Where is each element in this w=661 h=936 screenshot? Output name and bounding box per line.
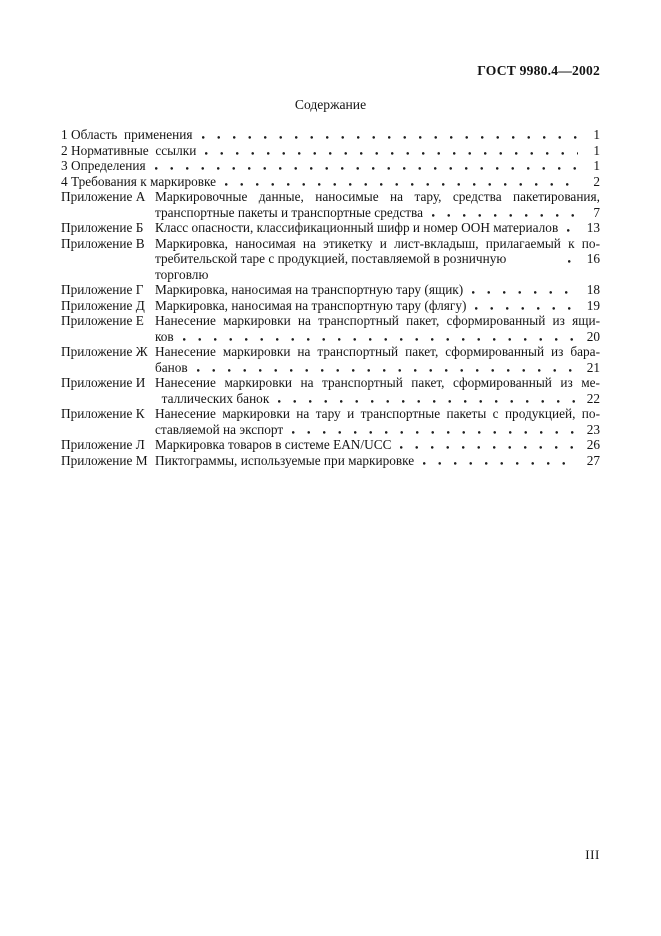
toc-entry-title: 4 Требования к маркировке [61,173,217,189]
toc-page-number: 19 [586,297,600,313]
toc-entry-body [61,143,600,159]
toc-entry-title: ков [155,328,174,344]
toc-entry-body [155,189,600,220]
toc-entry-label: Приложение Ж [61,344,148,359]
toc-entry [61,174,600,190]
toc-page-number: 27 [586,452,600,468]
toc-entry-title: 2 Нормативные ссылки [61,142,197,158]
toc-entry [61,236,600,283]
toc-entry [61,313,600,344]
toc-entry-label: Приложение Г [61,282,144,297]
toc-line [155,360,600,376]
toc-list [61,127,600,468]
toc-page-number: 2 [593,173,600,189]
toc-entry-body [155,313,600,344]
toc-entry-title: 3 Определения [61,158,146,173]
toc-entry-body [155,344,600,375]
toc-page-number: 18 [586,282,600,297]
toc-entry [61,437,600,453]
toc-entry-title: Маркировка товаров в системе EAN/UCC [155,437,392,452]
toc-entry-body [155,375,600,406]
toc-line [61,127,600,143]
dot-leader [568,259,578,263]
toc-line [155,251,600,282]
toc-entry-label: Приложение Л [61,437,145,452]
toc-entry-title: таллических банок [155,390,270,406]
toc-entry-body [155,220,600,236]
toc-entry-label: Приложение Д [61,297,145,313]
toc-line [155,313,600,329]
toc-entry-title: требительской таре с продукцией, поставляемой в розничную торговлю [155,251,507,282]
toc-entry-title: Нанесение маркировки на транспортный пакет, сформированный из ме- [155,375,600,390]
toc-entry-body [61,127,600,143]
toc-entry-body [155,298,600,314]
dot-leader [432,213,578,217]
toc-title: Содержание [294,97,367,112]
dot-leader [202,135,578,139]
toc-entry-label: Приложение К [61,406,145,421]
toc-page-number: 1 [593,127,600,142]
toc-entry [61,143,600,159]
toc-line [155,329,600,345]
toc-entry-title: Маркировочные данные, наносимые на тару, средства пакетирования, [155,189,600,204]
toc-entry-label: Приложение И [61,375,146,390]
page-number: III [585,847,600,862]
toc-line [155,453,600,469]
toc-page-number: 20 [586,328,600,344]
toc-page-number: 13 [586,220,600,235]
toc-entry-body [155,236,600,283]
standard-number: ГОСТ 9980.4—2002 [477,63,600,78]
toc-entry [61,453,600,469]
dot-leader [567,228,578,232]
dot-leader [155,166,578,170]
toc-entry-title: Маркировка, наносимая на транспортную тару (флягу) [155,297,467,313]
toc-line [155,406,600,422]
toc-line [155,422,600,438]
toc-entry [61,127,600,143]
toc-page-number: 21 [586,359,600,375]
toc-entry [61,298,600,314]
toc-entry-title: Нанесение маркировки на транспортный пакет, сформированный из ящи- [155,313,600,328]
toc-line [155,298,600,314]
toc-entry-title: Маркировка, наносимая на этикетку и лист-вкладыш, прилагаемый к по- [155,235,600,251]
dot-leader [205,151,578,155]
toc-entry [61,282,600,298]
toc-entry-title: Нанесение маркировки на тару и транспортные пакеты с продукцией, по- [155,406,600,421]
toc-entry-title: Нанесение маркировки на транспортный пакет, сформированный из бара- [155,344,600,359]
toc-line [155,205,600,221]
toc-line [155,282,600,298]
dot-leader [472,290,578,294]
dot-leader [475,306,578,310]
toc-entry-body [155,437,600,453]
toc-line [61,174,600,190]
toc-line [155,437,600,453]
toc-page-number: 1 [593,158,600,173]
toc-entry-label: Приложение Е [61,313,144,328]
toc-line [155,391,600,407]
toc-line [155,375,600,391]
toc-entry-body [155,453,600,469]
toc-page-number: 1 [593,142,600,158]
toc-line [61,143,600,159]
toc-line [155,220,600,236]
toc-entry [61,158,600,174]
toc-entry [61,406,600,437]
toc-entry-title: ставляемой на экспорт [155,421,284,437]
toc-line [155,344,600,360]
toc-entry-title: Пиктограммы, используемые при маркировке [155,452,415,468]
toc-entry-body [155,406,600,437]
toc-entry-body [61,158,600,174]
toc-line [155,236,600,252]
toc-page-number: 16 [586,251,600,266]
dot-leader [292,430,578,434]
dot-leader [197,368,578,372]
toc-entry-label: Приложение Б [61,220,144,235]
toc-line [61,158,600,174]
dot-leader [225,182,578,186]
toc-entry-title: 1 Область применения [61,127,193,142]
toc-entry-label: Приложение В [61,235,145,251]
toc-entry-body [61,174,600,190]
toc-entry [61,344,600,375]
toc-entry-title: Маркировка, наносимая на транспортную тару (ящик) [155,282,464,297]
dot-leader [423,461,578,465]
toc-entry-body [155,282,600,298]
dot-leader [278,399,578,403]
toc-entry [61,375,600,406]
toc-entry-label: Приложение А [61,189,146,204]
toc-entry-label: Приложение М [61,452,148,468]
dot-leader [400,445,578,449]
toc-page-number: 7 [593,204,600,220]
toc-entry-title: транспортные пакеты и транспортные средства [155,204,424,220]
toc-entry [61,189,600,220]
toc-page-number: 22 [586,390,600,406]
toc-line [155,189,600,205]
toc-entry-title: Класс опасности, классификационный шифр и номер ООН материалов [155,220,559,235]
toc-entry [61,220,600,236]
toc-entry-title: банов [155,359,188,375]
dot-leader [183,337,578,341]
toc-page-number: 23 [586,421,600,437]
toc-page-number: 26 [586,437,600,452]
